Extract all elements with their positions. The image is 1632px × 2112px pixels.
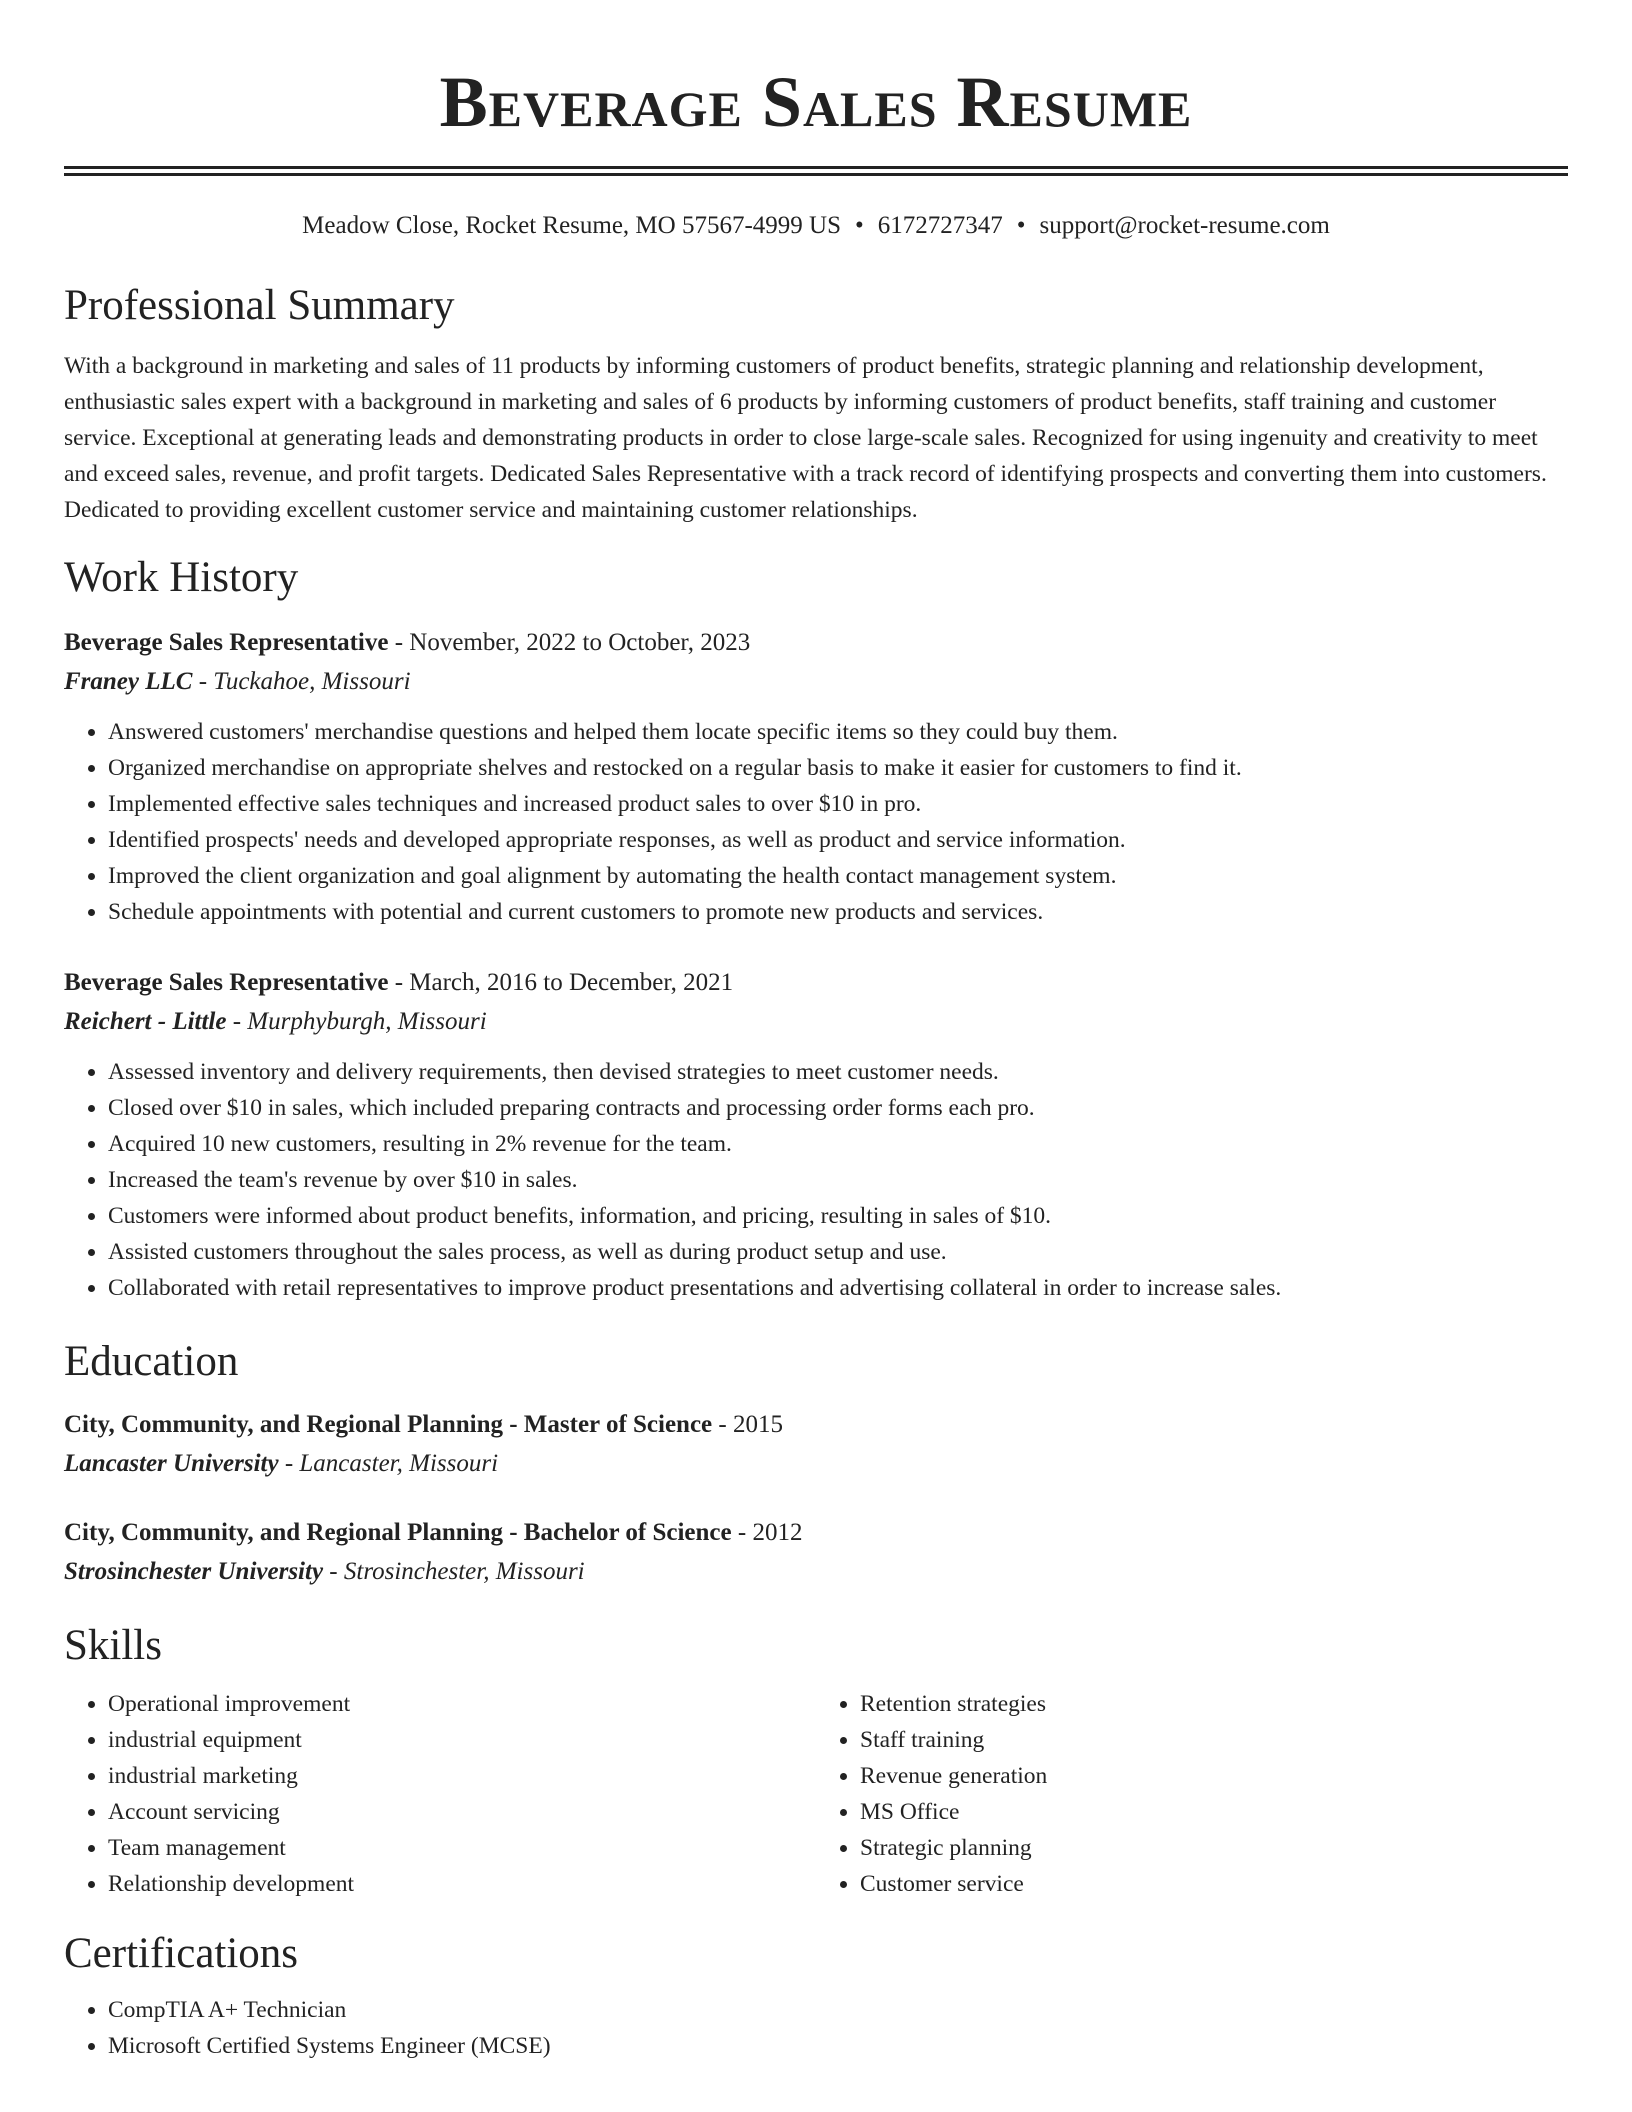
certification-item: • Microsoft Certified Systems Engineer (MCSE)	[108, 2028, 1568, 2064]
job-bullet: • Identified prospects' needs and developed appropriate responses, as well as product and service information.	[108, 822, 1568, 858]
job-entry	[64, 964, 1568, 1306]
skills-column-right	[816, 1686, 1568, 1902]
job-bullet: • Schedule appointments with potential and current customers to promote new products and services.	[108, 894, 1568, 930]
certifications-heading: Certifications	[64, 1930, 299, 1977]
contact-email[interactable]: support@rocket-resume.com	[1039, 212, 1330, 239]
job-bullet: • Assessed inventory and delivery requirements, then devised strategies to meet customer needs.	[108, 1054, 1568, 1090]
skill-item: • Customer service	[860, 1866, 1568, 1902]
contact-separator: •	[1016, 212, 1026, 239]
contact-separator: •	[855, 212, 864, 239]
contact-info	[64, 210, 1568, 242]
job-bullet: • Assisted customers throughout the sales process, as well as during product setup and use.	[108, 1234, 1568, 1270]
job-bullets	[64, 1054, 1568, 1306]
summary-heading: Professional Summary	[64, 282, 455, 329]
degree-name: City, Community, and Regional Planning - Bachelor of Science	[64, 1519, 732, 1546]
contact-phone[interactable]: 6172727347	[877, 212, 1003, 239]
skill-item: • Account servicing	[108, 1794, 816, 1830]
job-bullet: • Answered customers' merchandise questions and helped them locate specific items so they could buy them.	[108, 714, 1568, 750]
degree-year: - 2015	[712, 1411, 783, 1438]
degree-year: - 2012	[731, 1519, 803, 1546]
job-dates: - November, 2022 to October, 2023	[388, 629, 751, 656]
title-double-rule	[64, 166, 1568, 176]
job-bullet: • Closed over $10 in sales, which included preparing contracts and processing order forms each pro.	[108, 1090, 1568, 1126]
job-bullet: • Acquired 10 new customers, resulting in 2% revenue for the team.	[108, 1126, 1568, 1162]
skill-item: • industrial equipment	[108, 1722, 816, 1758]
education-entry	[64, 1406, 1568, 1484]
school-location: - Lancaster, Missouri	[278, 1450, 499, 1477]
skill-item: • Revenue generation	[860, 1758, 1568, 1794]
school-line	[64, 1444, 1568, 1484]
degree-name: City, Community, and Regional Planning - Master of Science	[64, 1411, 713, 1438]
contact-address: Meadow Close, Rocket Resume, MO 57567-4999 US	[302, 212, 841, 239]
skill-item: • MS Office	[860, 1794, 1568, 1830]
education-heading: Education	[64, 1338, 239, 1385]
job-bullet: • Organized merchandise on appropriate shelves and restocked on a regular basis to make it easier for customers to find it.	[108, 750, 1568, 786]
skill-item: • Relationship development	[108, 1866, 816, 1902]
school-name: Lancaster University	[64, 1450, 279, 1477]
resume-title: Beverage Sales Resume	[439, 62, 1193, 142]
degree-line	[64, 1514, 1568, 1552]
job-bullet: • Increased the team's revenue by over $10 in sales.	[108, 1162, 1568, 1198]
job-bullet: • Collaborated with retail representatives to improve product presentations and advertising collateral in order to increase sales.	[108, 1270, 1568, 1306]
skills-grid	[64, 1686, 1568, 1902]
skills-column-left	[64, 1686, 816, 1902]
school-location: - Strosinchester, Missouri	[323, 1558, 585, 1585]
skill-item: • Staff training	[860, 1722, 1568, 1758]
job-bullet: • Customers were informed about product benefits, information, and pricing, resulting in sales of $10.	[108, 1198, 1568, 1234]
job-title-line	[64, 624, 1568, 662]
job-company: Reichert - Little	[64, 1008, 227, 1035]
school-name: Strosinchester University	[64, 1558, 324, 1585]
degree-line	[64, 1406, 1568, 1444]
skill-item: • Team management	[108, 1830, 816, 1866]
job-entry	[64, 624, 1568, 930]
education-entry	[64, 1514, 1568, 1592]
job-location: - Murphyburgh, Missouri	[226, 1008, 487, 1035]
work-history-heading: Work History	[64, 554, 299, 601]
job-bullet: • Implemented effective sales techniques and increased product sales to over $10 in pro.	[108, 786, 1568, 822]
skill-item: • industrial marketing	[108, 1758, 816, 1794]
job-bullets	[64, 714, 1568, 930]
job-title-line	[64, 964, 1568, 1002]
school-line	[64, 1552, 1568, 1592]
skills-heading: Skills	[64, 1622, 162, 1669]
job-location: - Tuckahoe, Missouri	[192, 668, 411, 695]
summary-text: With a background in marketing and sales of 11 products by informing customers of product benefits, strategic planning and relationship development, enthusiastic sales expert with a background in marketing and sales of 6 products by informing customers of product benefits, staff training and customer service. Exceptional at generating leads and demonstrating products in order to close large-scale sales. Recognized for using ingenuity and creativity to meet and exceed sales, revenue, and profit targets. Dedicated Sales Representative with a track record of identifying prospects and converting them into customers. Dedicated to providing excellent customer service and maintaining customer relationships.	[64, 353, 1547, 523]
job-title: Beverage Sales Representative	[64, 629, 389, 656]
certification-item: • CompTIA A+ Technician	[108, 1992, 1568, 2028]
skill-item: • Operational improvement	[108, 1686, 816, 1722]
job-title: Beverage Sales Representative	[64, 969, 389, 996]
job-company-line	[64, 1002, 1568, 1042]
job-dates: - March, 2016 to December, 2021	[388, 969, 734, 996]
job-company-line	[64, 662, 1568, 702]
certifications-list	[64, 1992, 1568, 2064]
job-company: Franey LLC	[64, 668, 193, 695]
job-bullet: • Improved the client organization and goal alignment by automating the health contact management system.	[108, 858, 1568, 894]
skill-item: • Strategic planning	[860, 1830, 1568, 1866]
skill-item: • Retention strategies	[860, 1686, 1568, 1722]
